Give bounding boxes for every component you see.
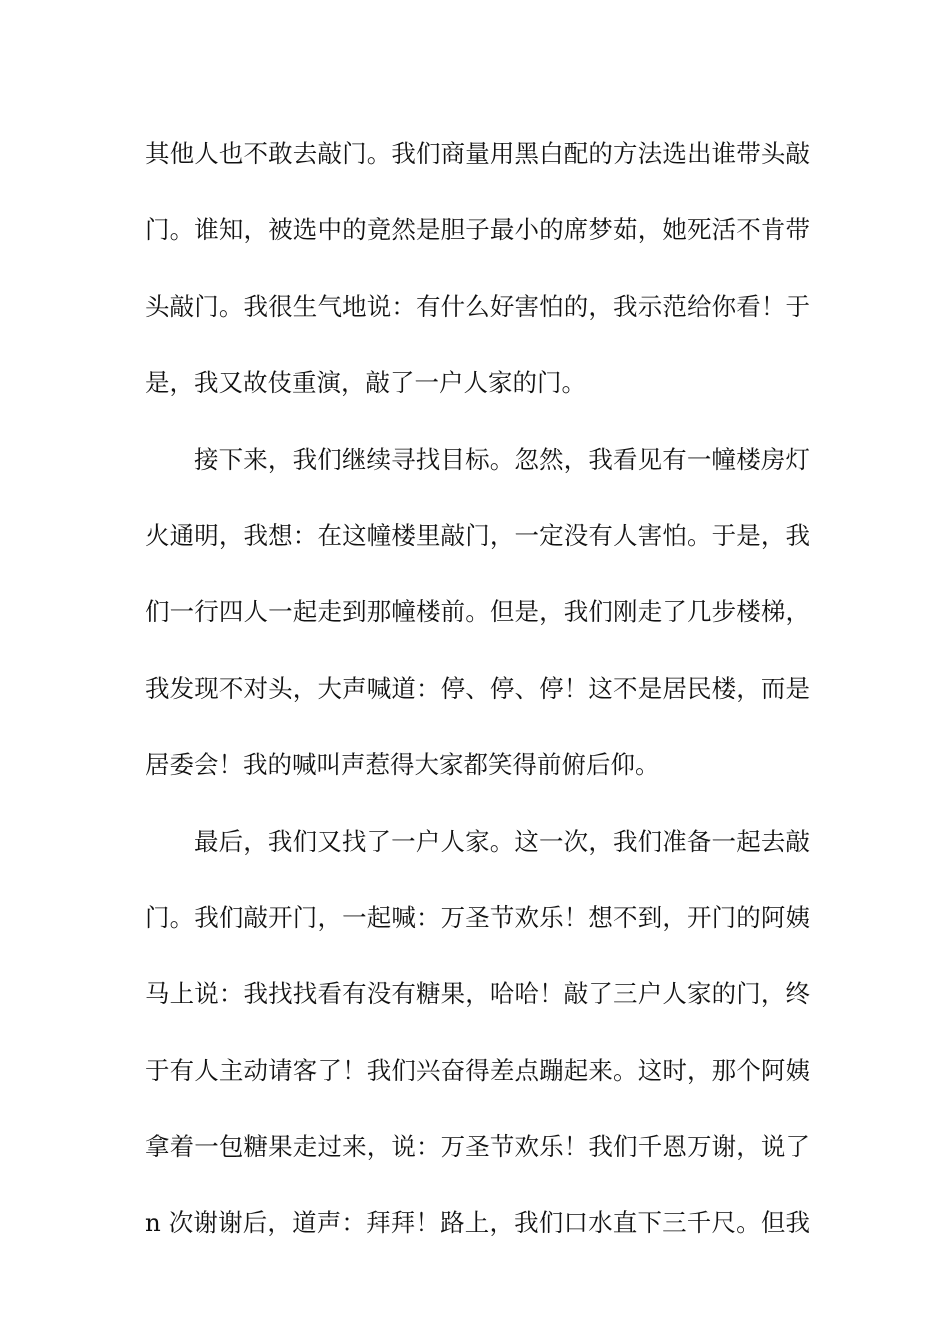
text-line: 于有人主动请客了！我们兴奋得差点蹦起来。这时，那个阿姨 (145, 1055, 810, 1085)
text-line: 门。谁知，被选中的竟然是胆子最小的席梦茹，她死活不肯带 (145, 215, 810, 245)
text-line: 我发现不对头，大声喊道：停、停、停！这不是居民楼，而是 (145, 673, 810, 703)
text-line: 马上说：我找找看有没有糖果，哈哈！敲了三户人家的门，终 (145, 979, 810, 1009)
text-line: n 次谢谢后，道声：拜拜！路上，我们口水直下三千尺。但我 (145, 1208, 810, 1238)
text-line: 居委会！我的喊叫声惹得大家都笑得前俯后仰。 (145, 750, 660, 780)
text-line: 火通明，我想：在这幢楼里敲门，一定没有人害怕。于是，我 (145, 520, 810, 550)
text-line: 门。我们敲开门，一起喊：万圣节欢乐！想不到，开门的阿姨 (145, 902, 810, 932)
essay-text (145, 128, 810, 1274)
text-line: 们一行四人一起走到那幢楼前。但是，我们刚走了几步楼梯， (145, 597, 810, 627)
text-line: 其他人也不敢去敲门。我们商量用黑白配的方法选出谁带头敲 (145, 139, 810, 168)
paragraph-start-line: 接下来，我们继续寻找目标。忽然，我看见有一幢楼房灯 (194, 444, 810, 474)
text-line: 头敲门。我很生气地说：有什么好害怕的，我示范给你看！于 (145, 291, 810, 321)
text-line: 是，我又故伎重演，敲了一户人家的门。 (145, 368, 586, 398)
paragraph-start-line: 最后，我们又找了一户人家。这一次，我们准备一起去敲 (194, 826, 810, 856)
text-line: 拿着一包糖果走过来，说：万圣节欢乐！我们千恩万谢，说了 (145, 1132, 810, 1162)
